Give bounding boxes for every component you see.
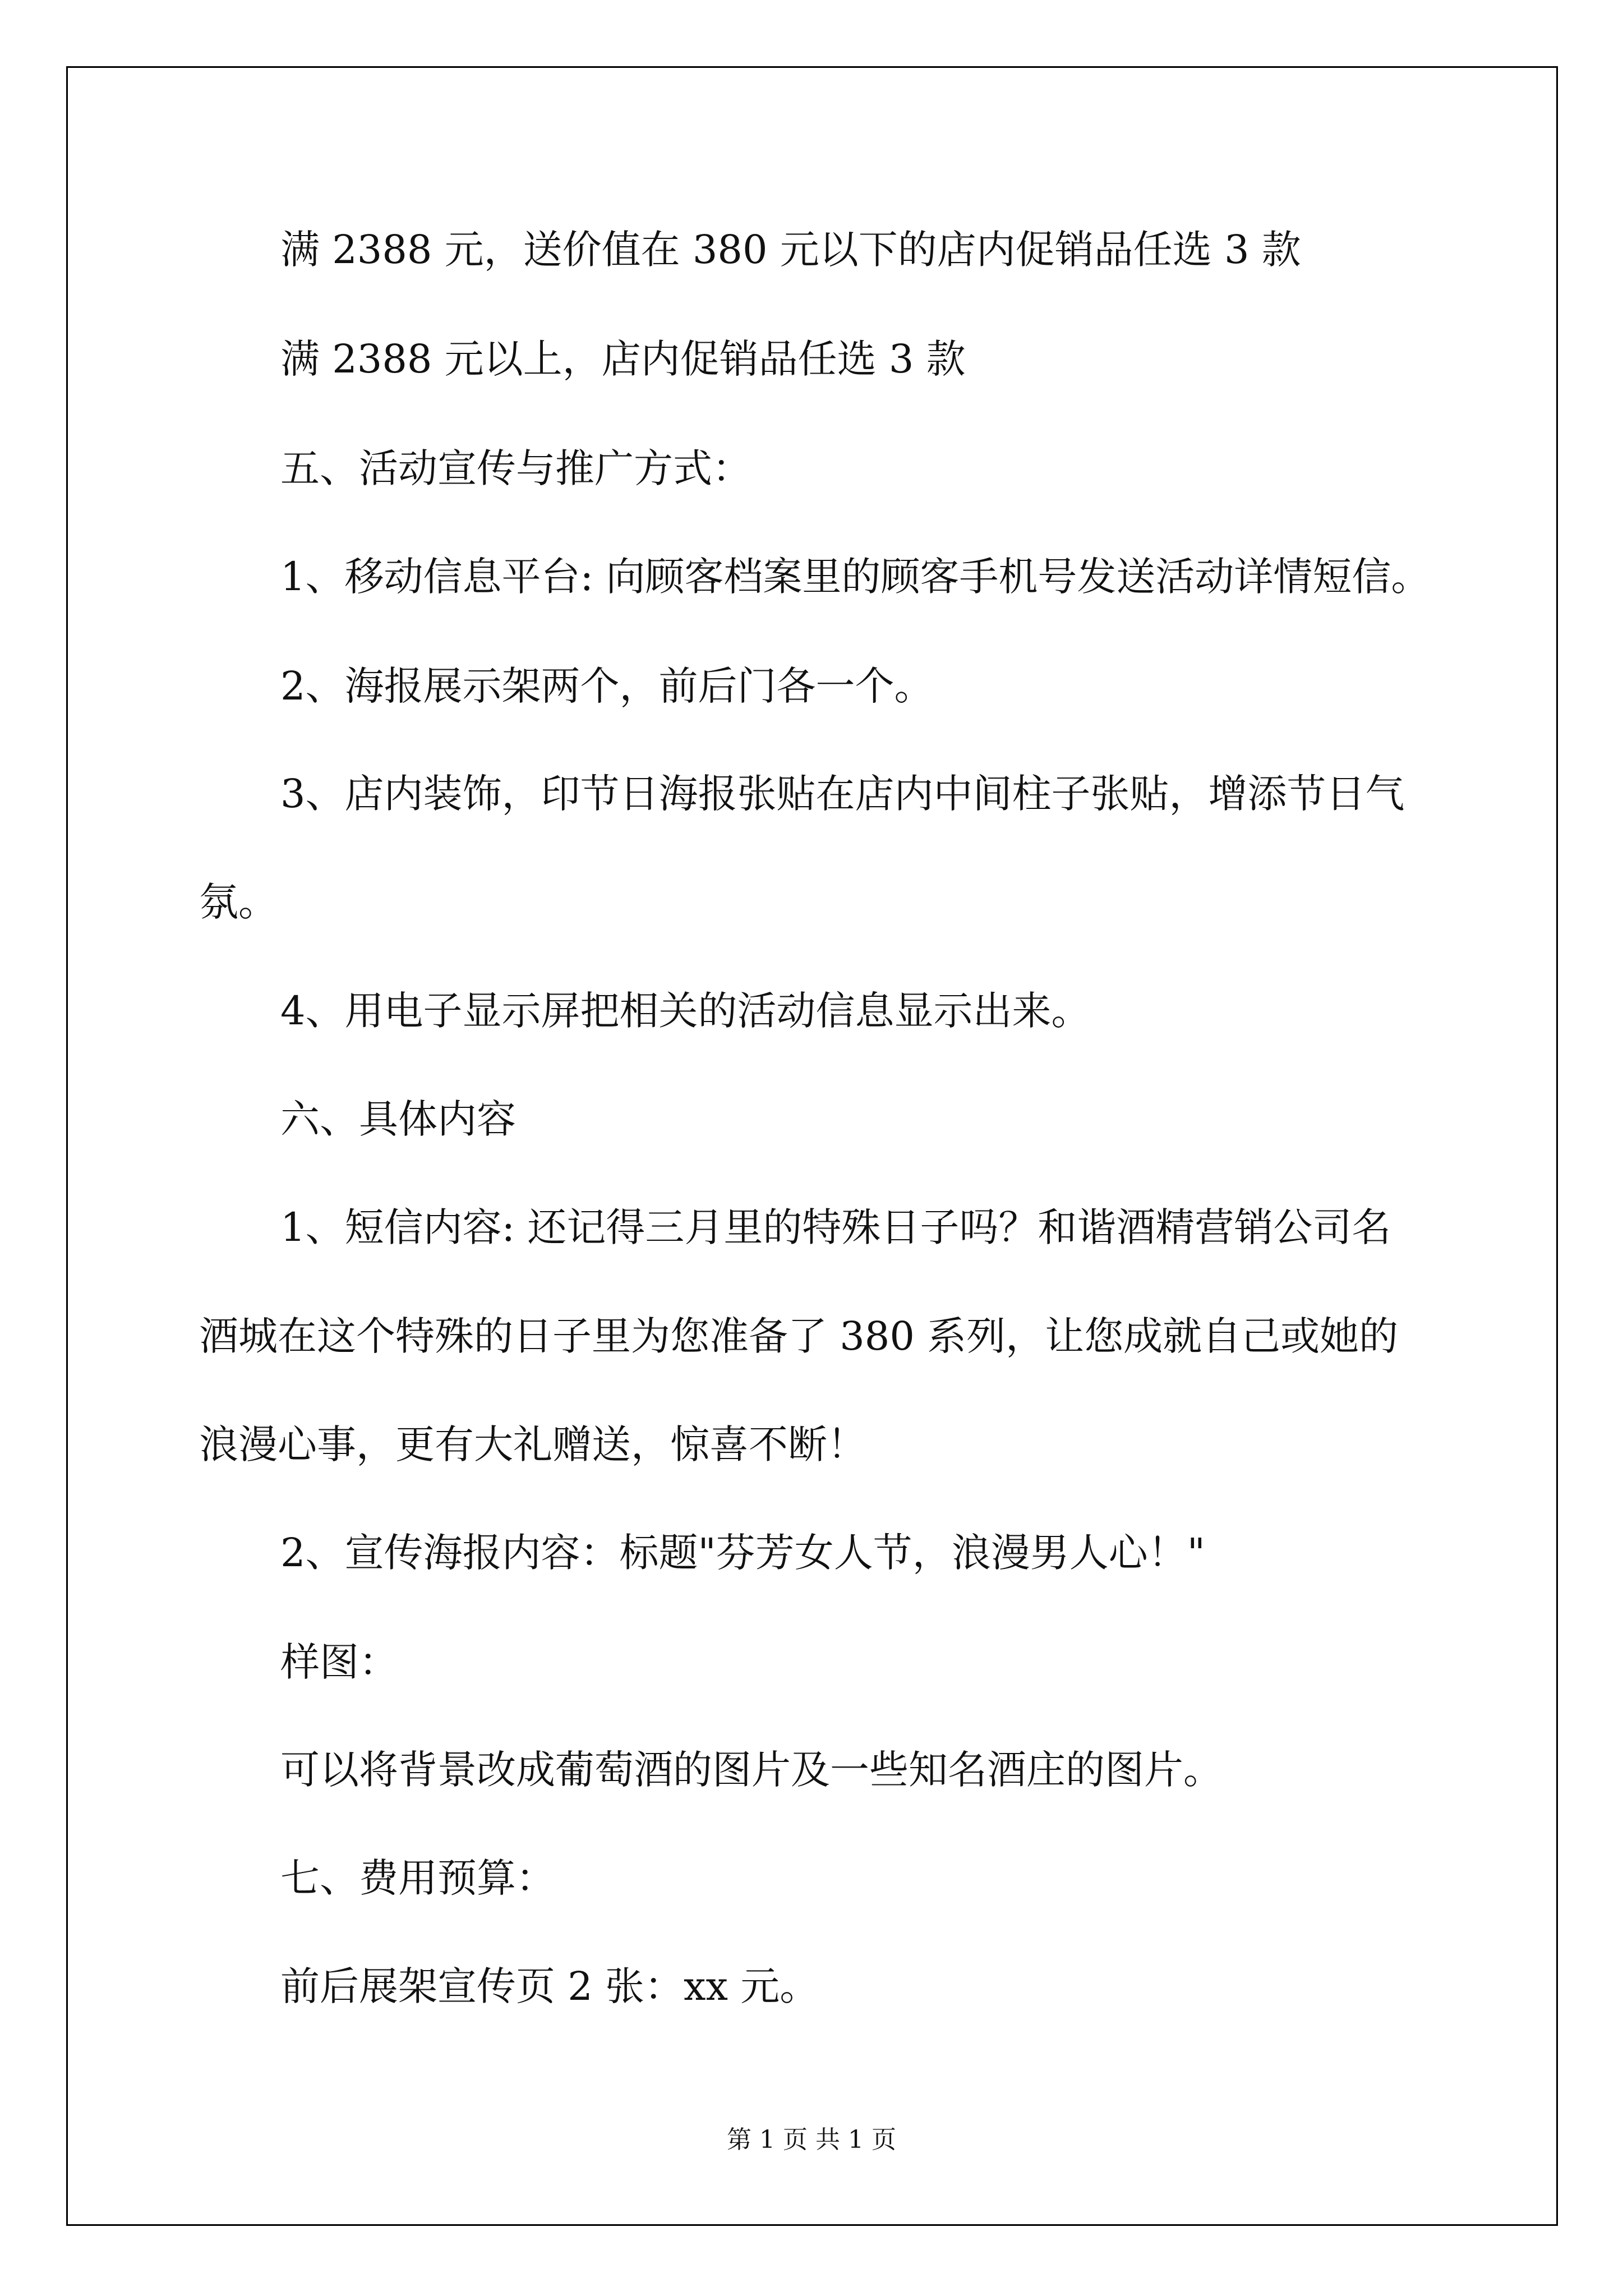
text-line: 满 2388 元，送价值在 380 元以下的店内促销品任选 3 款 [280,227,1301,273]
text-line: 2、宣传海报内容：标题"芬芳女人节，浪漫男人心！" [280,1530,1205,1576]
text-line: 氛。 [199,879,278,925]
text-line: 4、用电子显示屏把相关的活动信息显示出来。 [280,988,1091,1034]
text-line: 1、移动信息平台: 向顾客档案里的顾客手机号发送活动详情短信。 [280,554,1431,600]
text-line: 2、海报展示架两个，前后门各一个。 [280,663,934,709]
text-line: 满 2388 元以上，店内促销品任选 3 款 [280,336,966,382]
page-border [66,66,1558,2226]
section-heading: 七、费用预算： [280,1855,555,1901]
section-heading: 五、活动宣传与推广方式： [280,445,751,491]
text-line: 3、店内装饰，印节日海报张贴在店内中间柱子张贴，增添节日气 [280,771,1405,817]
text-line: 前后展架宣传页 2 张：xx 元。 [280,1963,819,2009]
text-line: 样图： [280,1639,398,1685]
text-line: 1、短信内容: 还记得三月里的特殊日子吗？和谐酒精营销公司名 [280,1204,1391,1250]
text-line: 可以将背景改成葡萄酒的图片及一些知名酒庄的图片。 [280,1747,1223,1793]
page-footer: 第 1 页 共 1 页 [727,2125,896,2154]
text-line: 酒城在这个特殊的日子里为您准备了 380 系列，让您成就自己或她的 [199,1313,1399,1359]
section-heading: 六、具体内容 [280,1096,516,1142]
text-line: 浪漫心事，更有大礼赠送，惊喜不断！ [199,1421,866,1467]
